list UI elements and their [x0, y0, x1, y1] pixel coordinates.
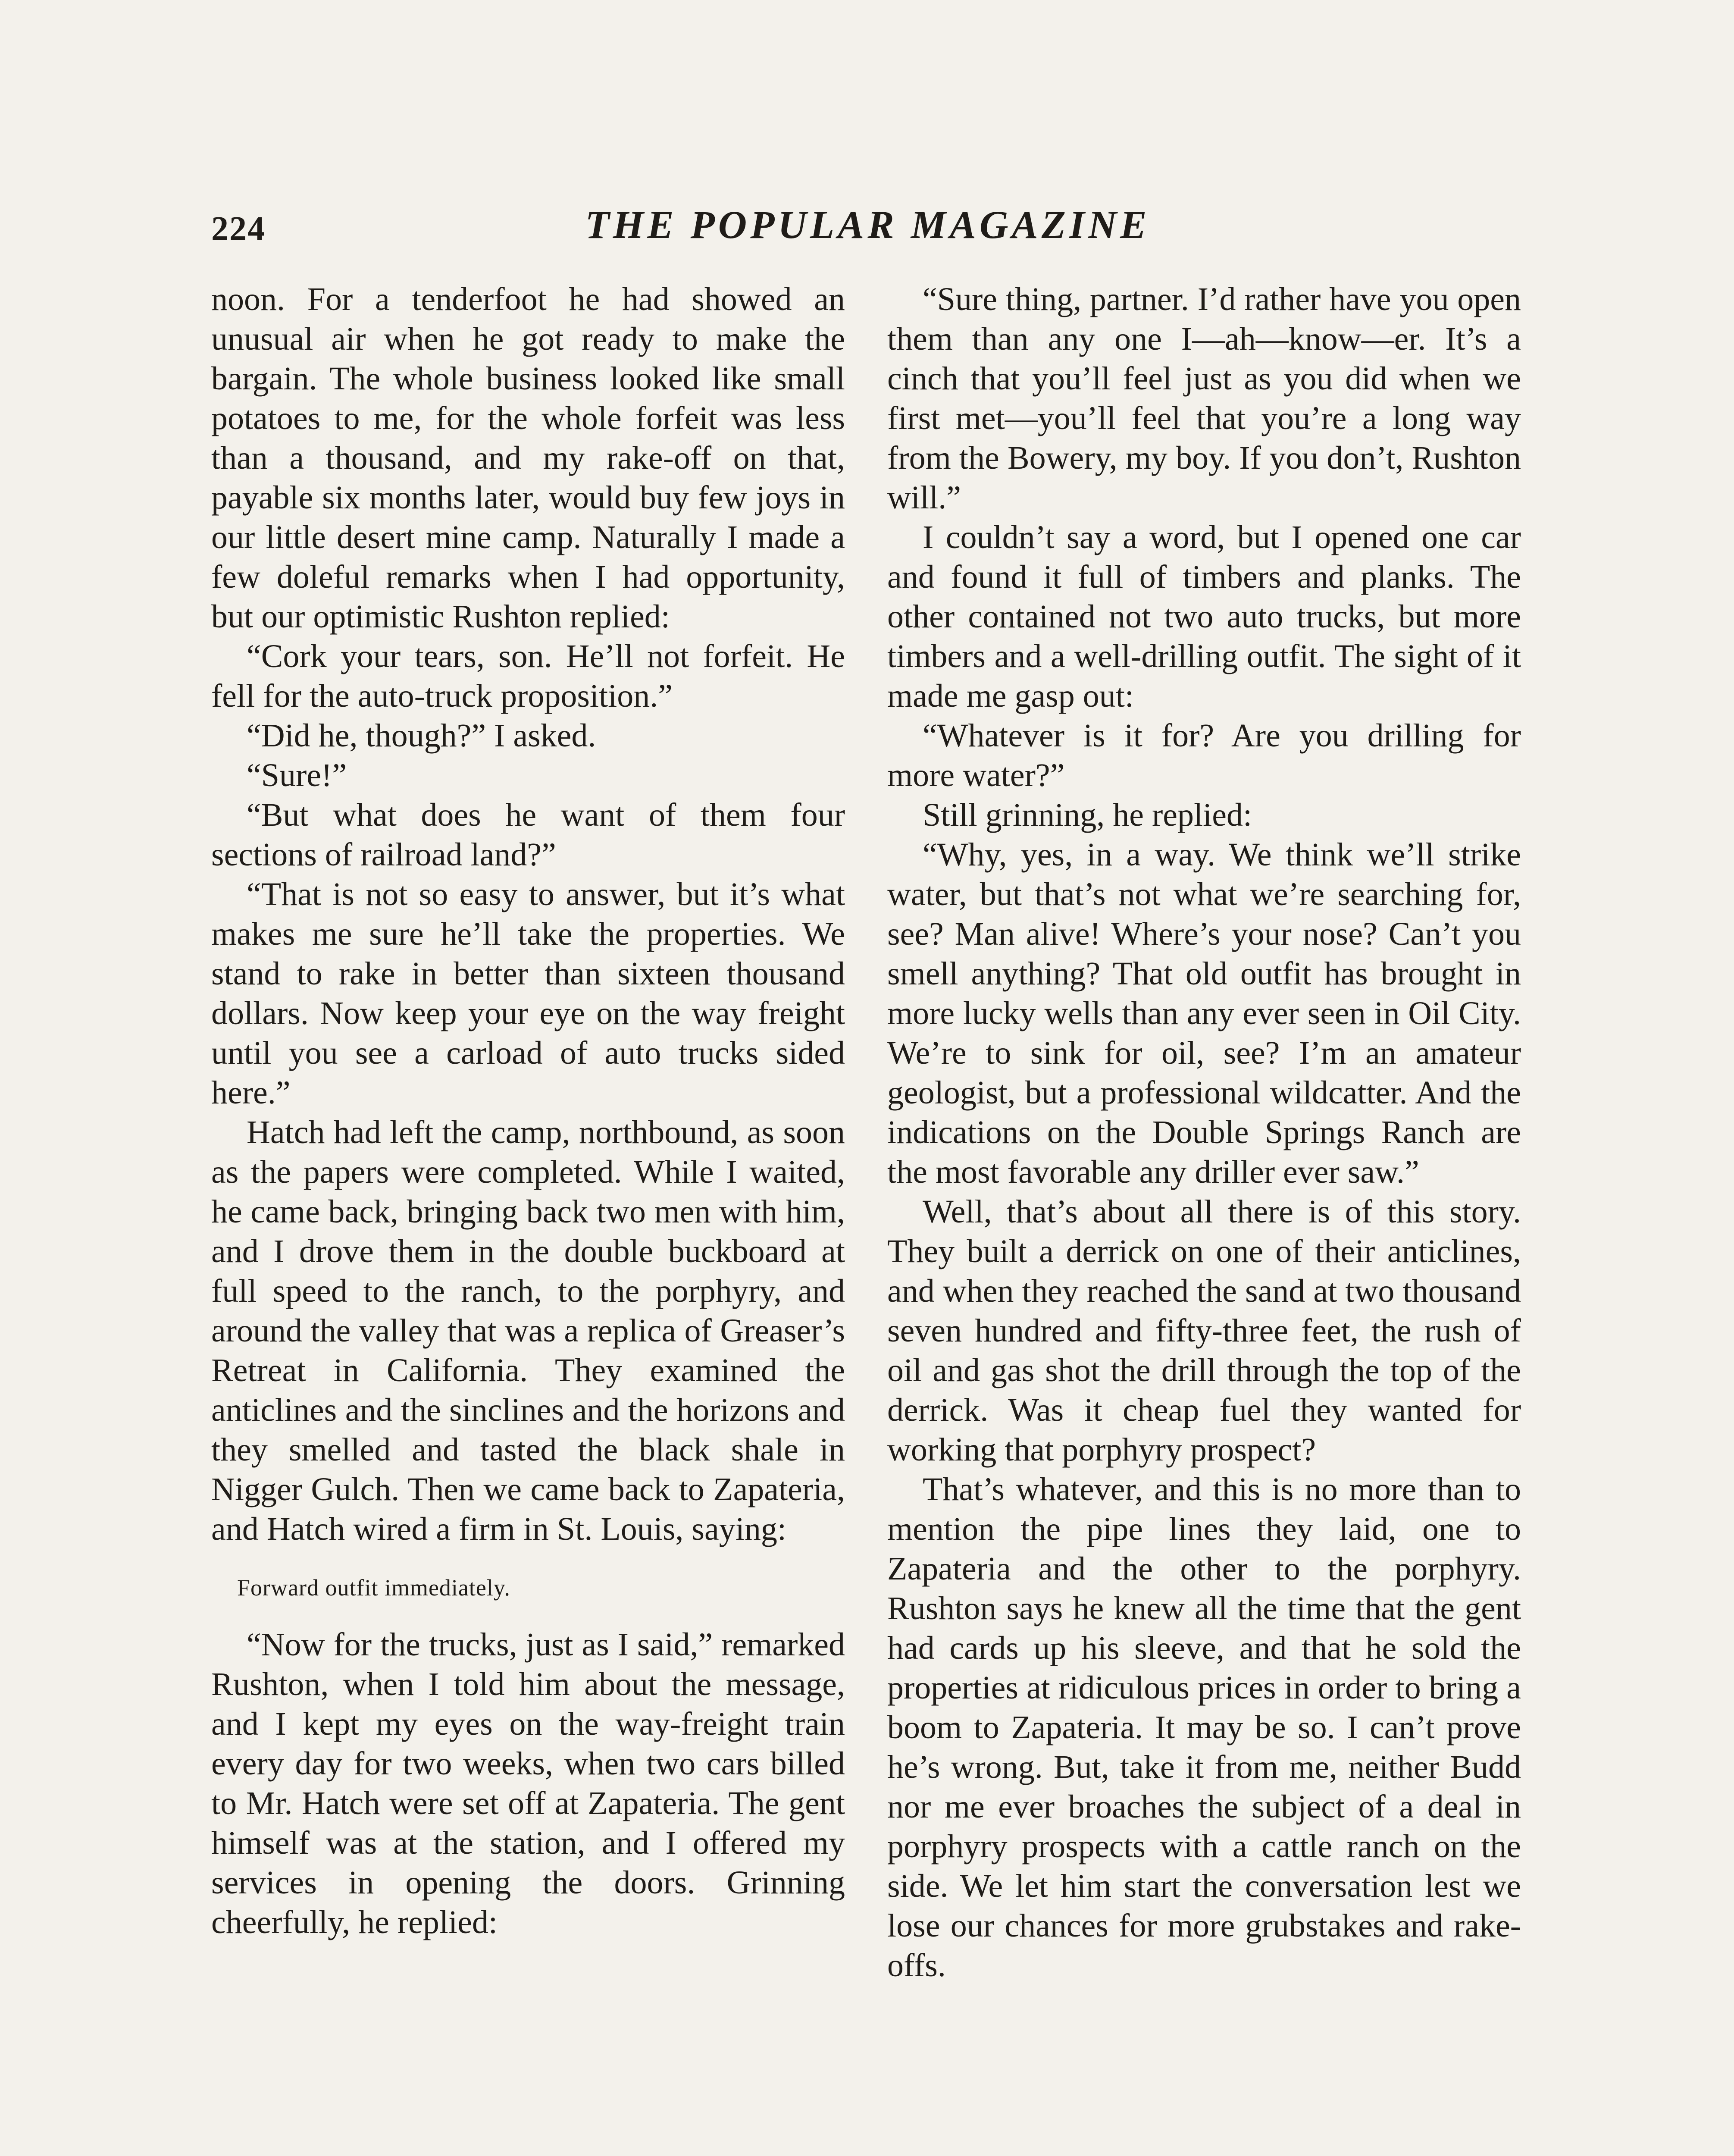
paragraph: “Sure thing, partner. I’d rather have you open them than any one I—ah—know—er. It’s a cinch that you’ll feel just as you did when we first met—you’ll feel that you’re a long way from the Bowery, my boy. If you don’t, Rushton will.” [887, 281, 1521, 516]
page-header [211, 202, 1524, 254]
paragraph: I couldn’t say a word, but I opened one car and found it full of timbers and planks. The other contained not two auto trucks, but more timbers and a well-drilling outfit. The sight of it made me gasp out: [887, 519, 1521, 714]
paragraph: noon. For a tenderfoot he had showed an unusual air when he got ready to make the bargain. The whole business looked like small potatoes to me, for the whole forfeit was less than a thousand, and my rake-off on that, payable six months later, would buy few joys in our little desert mine camp. Naturally I made a few doleful remarks when I had opportunity, but our optimistic Rushton replied: [211, 281, 845, 635]
paragraph: “Cork your tears, son. He’ll not forfeit. He fell for the auto-truck proposition.” [211, 638, 845, 714]
paragraph: That’s whatever, and this is no more than to mention the pipe lines they laid, one to Zapateria and the other to the porphyry. Rushton says he knew all the time that the gent had cards up his sleeve, and that he sold the properties at ridiculous prices in order to bring a boom to Zapateria. It may be so. I can’t prove he’s wrong. But, take it from me, neither Budd nor me ever broaches the subject of a deal in porphyry prospects with a cattle ranch on the side. We let him start the conversation lest we lose our chances for more grubstakes and rake-offs. [887, 1471, 1521, 1984]
page-number: 224 [211, 210, 266, 248]
paragraph: “Sure!” [247, 757, 347, 793]
telegram-message: Forward outfit immediately. [237, 1575, 510, 1601]
paragraph: “Did he, though?” I asked. [247, 718, 596, 754]
paragraph: Still grinning, he replied: [923, 797, 1252, 833]
running-title: THE POPULAR MAGAZINE [585, 203, 1150, 247]
paragraph: Hatch had left the camp, northbound, as soon as the papers were completed. While I waited, he came back, bringing back two men with him, and I drove them in the double buckboard at full speed to the ranch, to the porphyry, and around the valley that was a replica of Greaser’s Retreat in California. They examined the anticlines and the sinclines and the horizons and they smelled and tasted the black shale in Nigger Gulch. Then we came back to Zapateria, and Hatch wired a firm in St. Louis, saying: [211, 1114, 845, 1547]
paragraph: “That is not so easy to answer, but it’s what makes me sure he’ll take the properties. We stand to rake in better than sixteen thousand dollars. Now keep your eye on the way freight until you see a carload of auto trucks sided here.” [211, 876, 845, 1111]
paragraph: “But what does he want of them four sections of railroad land?” [211, 797, 845, 873]
left-column [211, 279, 845, 1942]
paragraph: “Whatever is it for? Are you drilling for more water?” [887, 718, 1521, 793]
right-column [887, 279, 1521, 1985]
paragraph: “Why, yes, in a way. We think we’ll strike water, but that’s not what we’re searching for, see? Man alive! Where’s your nose? Can’t you smell anything? That old outfit has brought in more lucky wells than any ever seen in Oil City. We’re to sink for oil, see? I’m an amateur geologist, but a professional wildcatter. And the indications on the Double Springs Ranch are the most favorable any driller ever saw.” [887, 837, 1521, 1190]
paragraph: “Now for the trucks, just as I said,” remarked Rushton, when I told him about the message, and I kept my eyes on the way-freight train every day for two weeks, when two cars billed to Mr. Hatch were set off at Zapateria. The gent himself was at the station, and I offered my services in opening the doors. Grinning cheerfully, he replied: [211, 1626, 845, 1940]
paragraph: Well, that’s about all there is of this story. They built a derrick on one of their anticlines, and when they reached the sand at two thousand seven hundred and fifty-three feet, the rush of oil and gas shot the drill through the top of the derrick. Was it cheap fuel they wanted for working that porphyry prospect? [887, 1194, 1521, 1468]
